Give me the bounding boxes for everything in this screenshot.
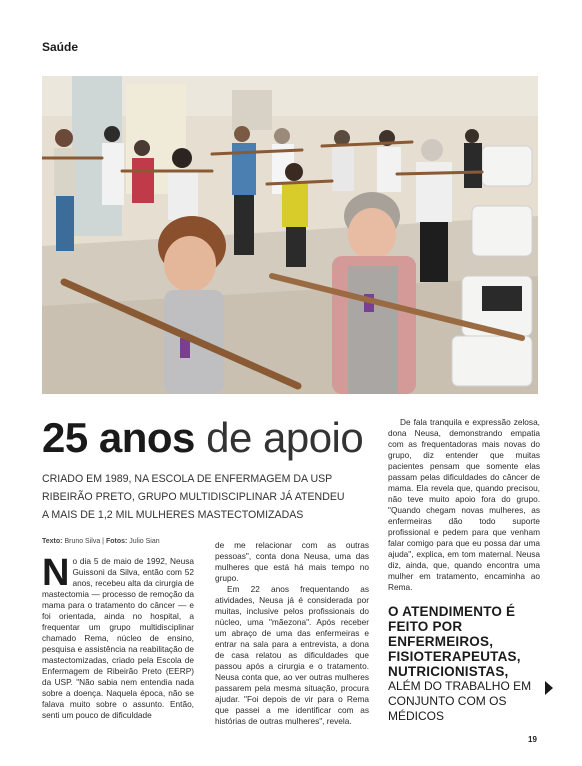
section-label: Saúde xyxy=(42,40,79,54)
credit-separator: | xyxy=(100,538,106,545)
exercise-class-image xyxy=(42,76,538,394)
body-paragraph: de me relacionar com as outras pessoas", conta dona Neusa, uma das mulheres que está há mais tempo no grupo. xyxy=(215,540,369,583)
pull-quote-light: ALÉM DO TRABALHO EM CONJUNTO COM OS MÉDICOS xyxy=(388,679,532,723)
body-text: o dia 5 de maio de 1992, Neusa Guissoni da Silva, então com 52 anos, recebeu alta da cirurgia de mastectomia — processo de remoção da mama para o tratamento do câncer — e foi orientada, ainda no hospital, a frequentar um grupo multidisciplinar chamado Rema, núcleo de ensino, pesquisa e assistência na reabilitação de mastectomizadas, criado pela Escola de Enfermagem de Ribeirão Preto (EERP) da USP. "Não sabia nem entendia nada sobre a doença. Naquela época, não se falava muito sobre o assunto. Então, senti um pouco de dificuldade xyxy=(42,556,194,720)
body-column-2 xyxy=(215,540,369,727)
body-paragraph xyxy=(42,552,194,721)
headline-light: de apoio xyxy=(206,414,364,461)
credit-photo-author: Julio Sian xyxy=(129,538,160,545)
body-paragraph: De fala tranquila e expressão zelosa, dona Neusa, demonstrando empatia com as frequentadoras mais novas do grupo, diz entender que muitas pacientes pensam que somente elas passam pelas dificuldades do câncer de mama. Ela revela que, quando precisou, não teve muito apoio fora do grupo. "Quando chegam novas mulheres, as enfermeiras dão todo suporte profissional e pedem para que venham falar comigo para que eu possa dar uma ajuda", explica, em tom maternal. Neusa diz, ainda, que, quando encontra uma mulher em tratamento, encaminha ao Rema. xyxy=(388,417,540,592)
body-column-1 xyxy=(42,552,194,721)
body-paragraph: Em 22 anos frequentando as atividades, Neusa já é considerada por muitas, inclusive pelos profissionais do núcleo, uma "mãezona". Após receber um abraço de uma das enfermeiras e entrar na sala para a entrevista, a dona de casa relatou as dificuldades que passou após a cirurgia e o tratamento. Neusa conta que, ao ver outras mulheres passarem pela mesma situação, procura ajudar. "Foi depois de vir para o Rema que passei a me identificar com as histórias de outras mulheres", revela. xyxy=(215,584,369,726)
page-number: 19 xyxy=(528,735,537,744)
credits xyxy=(42,538,212,545)
credit-photo-label: Fotos: xyxy=(105,538,128,545)
pull-quote xyxy=(388,604,548,724)
pull-quote-bold: O ATENDIMENTO É FEITO POR ENFERMEIROS, FISIOTERAPEUTAS, NUTRICIONISTAS, xyxy=(388,604,521,679)
credit-text-label: Texto: xyxy=(42,538,63,545)
continue-arrow-icon xyxy=(545,681,553,695)
article-deck: CRIADO EM 1989, NA ESCOLA DE ENFERMAGEM DA USP RIBEIRÃO PRETO, GRUPO MULTIDISCIPLINAR JÁ ATENDEU A MAIS DE 1,2 MIL MULHERES MASTECTOMIZADAS xyxy=(42,473,345,521)
body-column-3 xyxy=(388,417,540,593)
article-photo xyxy=(42,76,538,394)
drop-cap: N xyxy=(42,552,70,594)
headline-bold: 25 anos xyxy=(42,414,195,461)
credit-text-author: Bruno Silva xyxy=(64,538,101,545)
